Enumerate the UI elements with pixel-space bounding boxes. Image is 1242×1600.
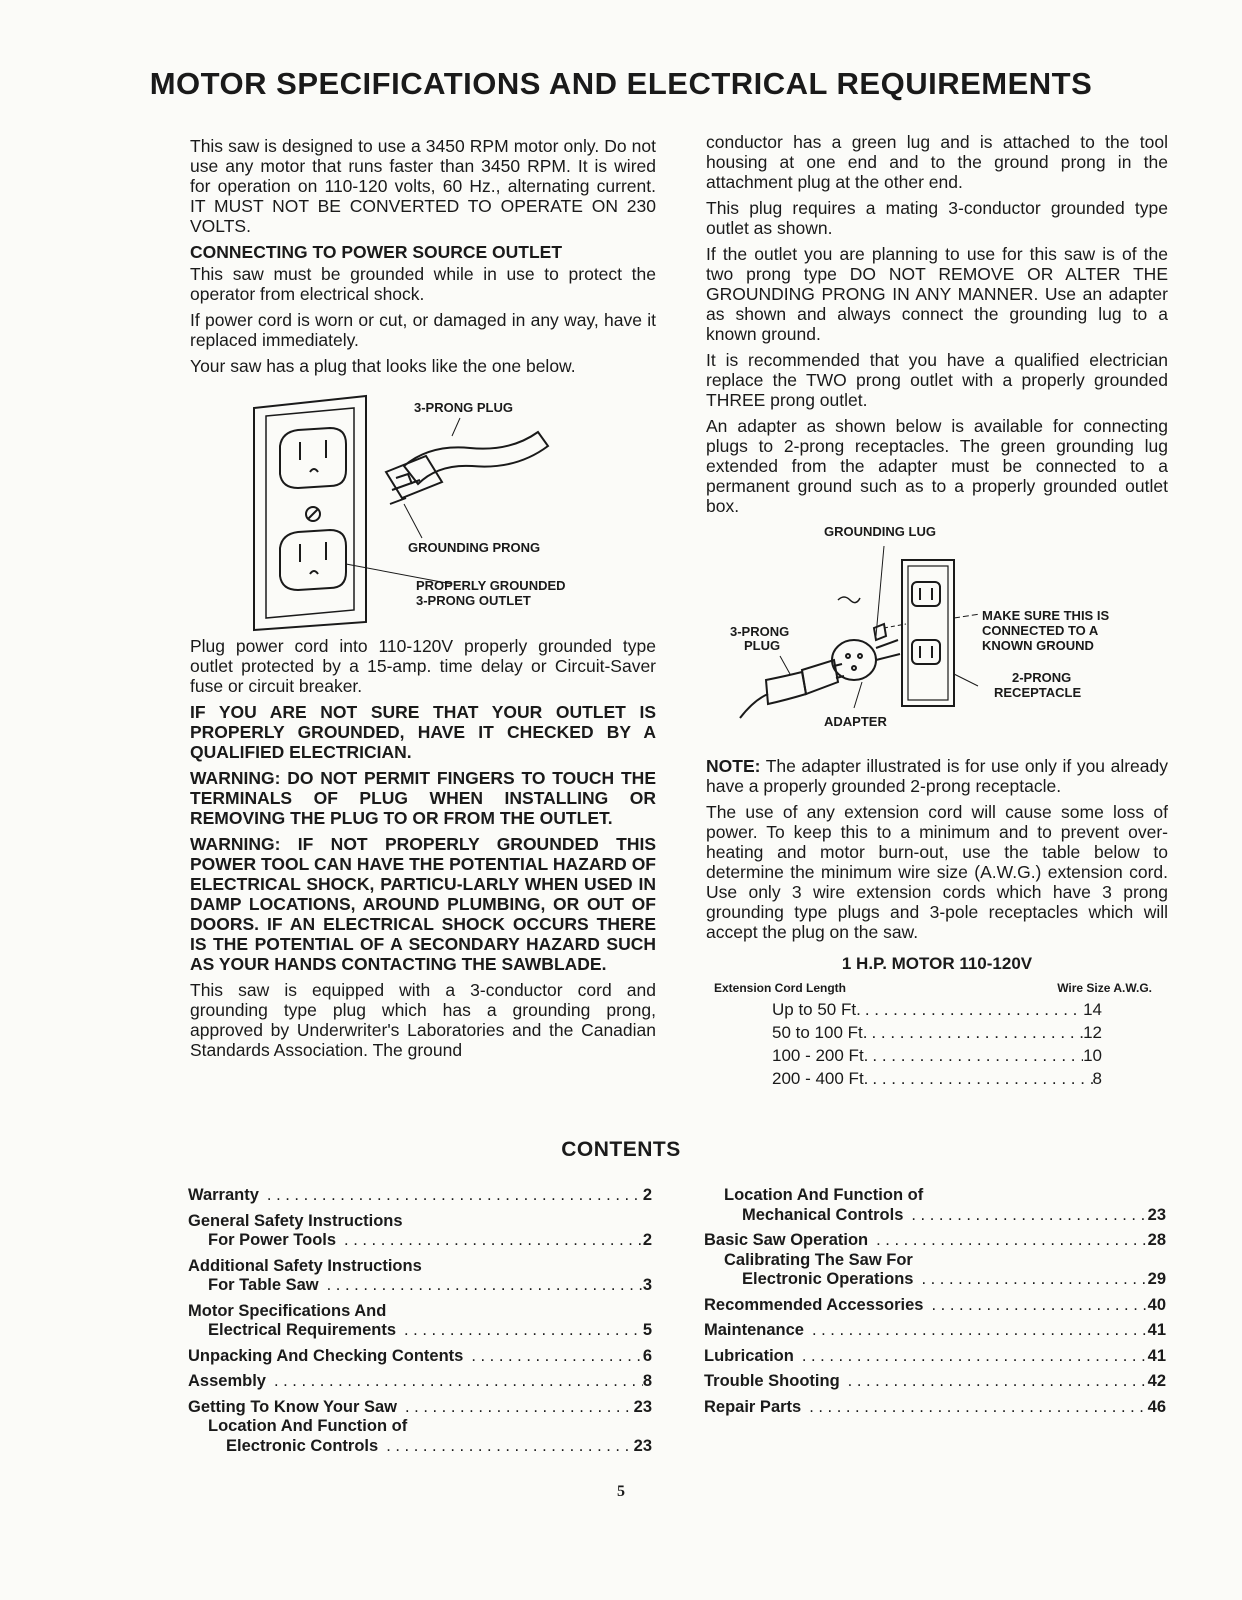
motor-spec-paragraph: This saw is designed to use a 3450 RPM motor only. Do not use any motor that runs faster than 3450 RPM. It is wired for operation on 110-120 volts, 60 Hz., alternating current. IT MUST NOT BE CONVERTED TO OPERATE ON 230 VOLTS. [190, 136, 656, 236]
fingers-warning: WARNING: DO NOT PERMIT FINGERS TO TOUCH THE TERMINALS OF PLUG WHEN INSTALLING OR REMOVING THE PLUG TO OR FROM THE OUTLET. [190, 768, 656, 828]
grounding-prong-label: GROUNDING PRONG [408, 540, 541, 555]
toc-item-calibrating[interactable]: Calibrating The Saw For Electronic Operations . . . 29 [704, 1251, 1166, 1290]
right-column [706, 132, 1168, 1090]
toc-item-unpacking[interactable]: Unpacking And Checking Contents . . . 6 [188, 1347, 652, 1367]
toc-item-additional-safety[interactable]: Additional Safety Instructions For Table Saw . . . 3 [188, 1257, 652, 1296]
toc-item-trouble-shooting[interactable]: Trouble Shooting . . . 42 [704, 1372, 1166, 1392]
grounding-lug-label: GROUNDING LUG [824, 524, 936, 539]
two-prong-outlet-paragraph: If the outlet you are planning to use for this saw is of the two prong type DO NOT REMOVE OR ALTER THE GROUNDING PRONG IN ANY MANNER. Use an adapter as shown and always connect the grounding lug to a known ground. [706, 244, 1168, 344]
cord-length-cell: 200 - 400 Ft. [772, 1069, 869, 1088]
make-sure-label-1: MAKE SURE THIS IS [982, 608, 1110, 623]
wire-size-cell: 10 [1083, 1046, 1102, 1065]
page-title: MOTOR SPECIFICATIONS AND ELECTRICAL REQUIREMENTS [149, 66, 1093, 101]
table-row [706, 1021, 1102, 1044]
toc-item-warranty[interactable]: Warranty . . . 2 [188, 1186, 652, 1206]
note-label: NOTE: [706, 756, 761, 776]
toc-item-motor-specs[interactable]: Motor Specifications And Electrical Requirements . . . 5 [188, 1302, 652, 1341]
adapter-plug-label-1: 3-PRONG [730, 624, 790, 639]
extension-cord-table [706, 954, 1168, 1090]
toc-item-maintenance[interactable]: Maintenance . . . 41 [704, 1321, 1166, 1341]
qualified-electrician-notice: IF YOU ARE NOT SURE THAT YOUR OUTLET IS PROPERLY GROUNDED, HAVE IT CHECKED BY A QUALIFIED ELECTRICIAN. [190, 702, 656, 762]
electrician-recommendation-paragraph: It is recommended that you have a qualified electrician replace the TWO prong outlet with a properly grounded THREE prong outlet. [706, 350, 1168, 410]
table-title: 1 H.P. MOTOR 110-120V [841, 954, 1033, 973]
make-sure-label-3: KNOWN GROUND [982, 638, 1094, 653]
header-cord-length: Extension Cord Length [714, 981, 846, 995]
header-wire-size: Wire Size A.W.G. [1057, 981, 1152, 995]
power-cord-paragraph: If power cord is worn or cut, or damaged in any way, have it replaced immediately. [190, 310, 656, 350]
green-lug-paragraph: conductor has a green lug and is attached to the tool housing at one end and to the ground prong in the attachment plug at the other end. [706, 132, 1168, 192]
toc-item-basic-operation[interactable]: Basic Saw Operation . . . 28 [704, 1231, 1166, 1251]
toc-item-lubrication[interactable]: Lubrication . . . 41 [704, 1347, 1166, 1367]
toc-item-assembly[interactable]: Assembly . . . 8 [188, 1372, 652, 1392]
page-number: 5 [617, 1483, 625, 1500]
adapter-figure [706, 524, 1168, 756]
grounding-warning: WARNING: IF NOT PROPERLY GROUNDED THIS POWER TOOL CAN HAVE THE POTENTIAL HAZARD OF ELECTRICAL SHOCK, PARTICU-LARLY WHEN USED IN DAMP LOCATIONS, AROUND PLUMBING, OR OUT OF DOORS. IF AN ELECTRICAL SHOCK OCCURS THERE IS THE POTENTIAL OF A SECONDARY HAZARD SUCH AS YOUR HANDS CONTACTING THE SAWBLADE. [190, 834, 656, 974]
cord-length-cell: Up to 50 Ft. [772, 1000, 861, 1019]
power-source-heading: CONNECTING TO POWER SOURCE OUTLET [190, 242, 563, 262]
contents-right-column [704, 1186, 1166, 1423]
toc-item-general-safety[interactable]: General Safety Instructions For Power Tools . . . 2 [188, 1212, 652, 1251]
contents-left-column [188, 1186, 652, 1462]
table-row [706, 1044, 1102, 1067]
toc-item-accessories[interactable]: Recommended Accessories . . . 40 [704, 1296, 1166, 1316]
receptacle-label: RECEPTACLE [994, 685, 1082, 700]
adapter-plug-label-2: PLUG [744, 638, 781, 653]
wire-size-cell: 14 [1083, 1000, 1102, 1019]
left-column [190, 136, 656, 1066]
plug-intro-paragraph: Your saw has a plug that looks like the one below. [190, 356, 576, 376]
make-sure-label-2: CONNECTED TO A [982, 623, 1099, 638]
toc-item-electronic-controls[interactable]: Location And Function of Electronic Controls . . . 23 [188, 1417, 652, 1456]
wire-size-cell: 12 [1083, 1023, 1102, 1042]
table-row [706, 998, 1102, 1021]
conductor-cord-paragraph: This saw is equipped with a 3-conductor cord and grounding type plug which has a grounding prong, approved by Underwriter's Laboratories and the Canadian Standards Association. The ground [190, 980, 656, 1060]
contents-title: CONTENTS [561, 1138, 681, 1161]
wire-size-cell: 8 [1092, 1069, 1102, 1088]
three-prong-plug-label: 3-PRONG PLUG [414, 400, 513, 415]
table-header [706, 978, 1168, 998]
three-prong-outlet-label: 3-PRONG OUTLET [416, 593, 531, 608]
toc-item-getting-to-know[interactable]: Getting To Know Your Saw . . . 23 [188, 1398, 652, 1418]
table-row [706, 1067, 1102, 1090]
adapter-note [706, 756, 1168, 796]
properly-grounded-label: PROPERLY GROUNDED [416, 578, 566, 593]
adapter-available-paragraph: An adapter as shown below is available for connecting plugs to 2-prong receptacles. The green grounding lug extended from the adapter must be connected to a permanent ground such as to a properly grounded outlet box. [706, 416, 1168, 516]
extension-cord-paragraph: The use of any extension cord will cause some loss of power. To keep this to a minimum and to prevent over-heating and motor burn-out, use the table below to determine the minimum wire size (A.W.G.) extension cord. Use only 3 wire extension cords which have 3 prong grounding type plugs and 3-pole receptacles which will accept the plug on the saw. [706, 802, 1168, 942]
mating-outlet-paragraph: This plug requires a mating 3-conductor grounded type outlet as shown. [706, 198, 1168, 238]
adapter-label: ADAPTER [824, 714, 887, 729]
toc-item-repair-parts[interactable]: Repair Parts . . . 46 [704, 1398, 1166, 1418]
three-prong-outlet-figure [190, 386, 656, 636]
two-prong-label: 2-PRONG [1012, 670, 1072, 685]
plug-power-paragraph: Plug power cord into 110-120V properly grounded type outlet protected by a 15-amp. time delay or Circuit-Saver fuse or circuit breaker. [190, 636, 656, 696]
note-text: The adapter illustrated is for use only if you already have a properly grounded 2-prong receptacle. [706, 756, 1168, 796]
toc-item-mechanical-controls[interactable]: Location And Function of Mechanical Controls . . . 23 [704, 1186, 1166, 1225]
cord-length-cell: 50 to 100 Ft. [772, 1023, 868, 1042]
grounding-paragraph: This saw must be grounded while in use to protect the operator from electrical shock. [190, 264, 656, 304]
cord-length-cell: 100 - 200 Ft. [772, 1046, 869, 1065]
